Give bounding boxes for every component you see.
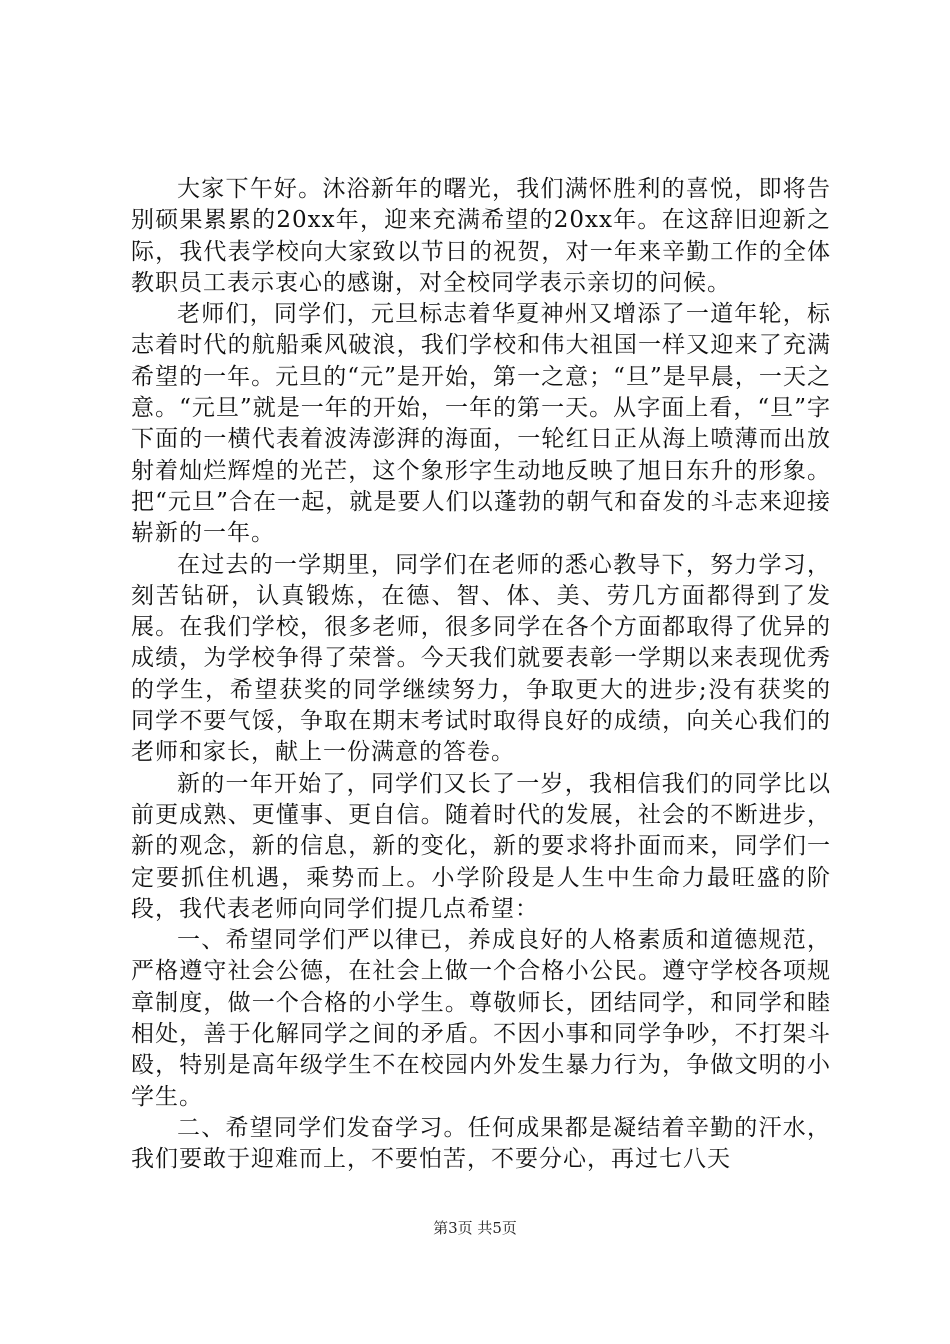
paragraph-hope-one: 一、希望同学们严以律已，养成良好的人格素质和道德规范，严格遵守社会公德，在社会上做一个合格小公民。遵守学校各项规章制度，做一个合格的小学生。尊敬师长，团结同学，和同学和睦相处，善于化解同学之间的矛盾。不因小事和同学争吵，不打架斗殴，特别是高年级学生不在校园内外发生暴力行为，争做文明的小学生。 [131,927,831,1110]
paragraph-past-semester: 在过去的一学期里，同学们在老师的悉心教导下，努力学习，刻苦钻研，认真锻炼，在德、智、体、美、劳几方面都得到了发展。在我们学校，很多老师，很多同学在各个方面都取得了优异的成绩，为学校争得了荣誉。今天我们就要表彰一学期以来表现优秀的学生，希望获奖的同学继续努力，争取更大的进步;没有获奖的同学不要气馁，争取在期末考试时取得良好的成绩，向关心我们的老师和家长，献上一份满意的答卷。 [131,551,831,766]
paragraph-greeting: 大家下午好。沐浴新年的曙光，我们满怀胜利的喜悦，即将告别硕果累累的20xx年，迎来充满希望的20xx年。在这辞旧迎新之际，我代表学校向大家致以节日的祝贺，对一年来辛勤工作的全体教职员工表示衷心的感谢，对全校同学表示亲切的问候。 [131,176,831,296]
document-body [131,174,831,1176]
page-footer: 第3页 共5页 [433,1219,517,1237]
paragraph-new-year-meaning: 老师们，同学们，元旦标志着华夏神州又增添了一道年轮，标志着时代的航船乘风破浪，我们学校和伟大祖国一样又迎来了充满希望的一年。元旦的“元”是开始，第一之意；“旦”是早晨，一天之意。“元旦”就是一年的开始，一年的第一天。从字面上看，“旦”字下面的一横代表着波涛澎湃的海面，一轮红日正从海上喷薄而出放射着灿烂辉煌的光芒，这个象形字生动地反映了旭日东升的形象。把“元旦”合在一起，就是要人们以蓬勃的朝气和奋发的斗志来迎接崭新的一年。 [131,301,831,547]
paragraph-hope-two: 二、希望同学们发奋学习。任何成果都是凝结着辛勤的汗水，我们要敢于迎难而上，不要怕苦，不要分心，再过七八天 [131,1114,831,1173]
paragraph-new-year-hopes: 新的一年开始了，同学们又长了一岁，我相信我们的同学比以前更成熟、更懂事、更自信。随着时代的发展，社会的不断进步，新的观念，新的信息，新的变化，新的要求将扑面而来，同学们一定要抓住机遇，乘势而上。小学阶段是人生中生命力最旺盛的阶段，我代表老师向同学们提几点希望： [131,770,831,922]
